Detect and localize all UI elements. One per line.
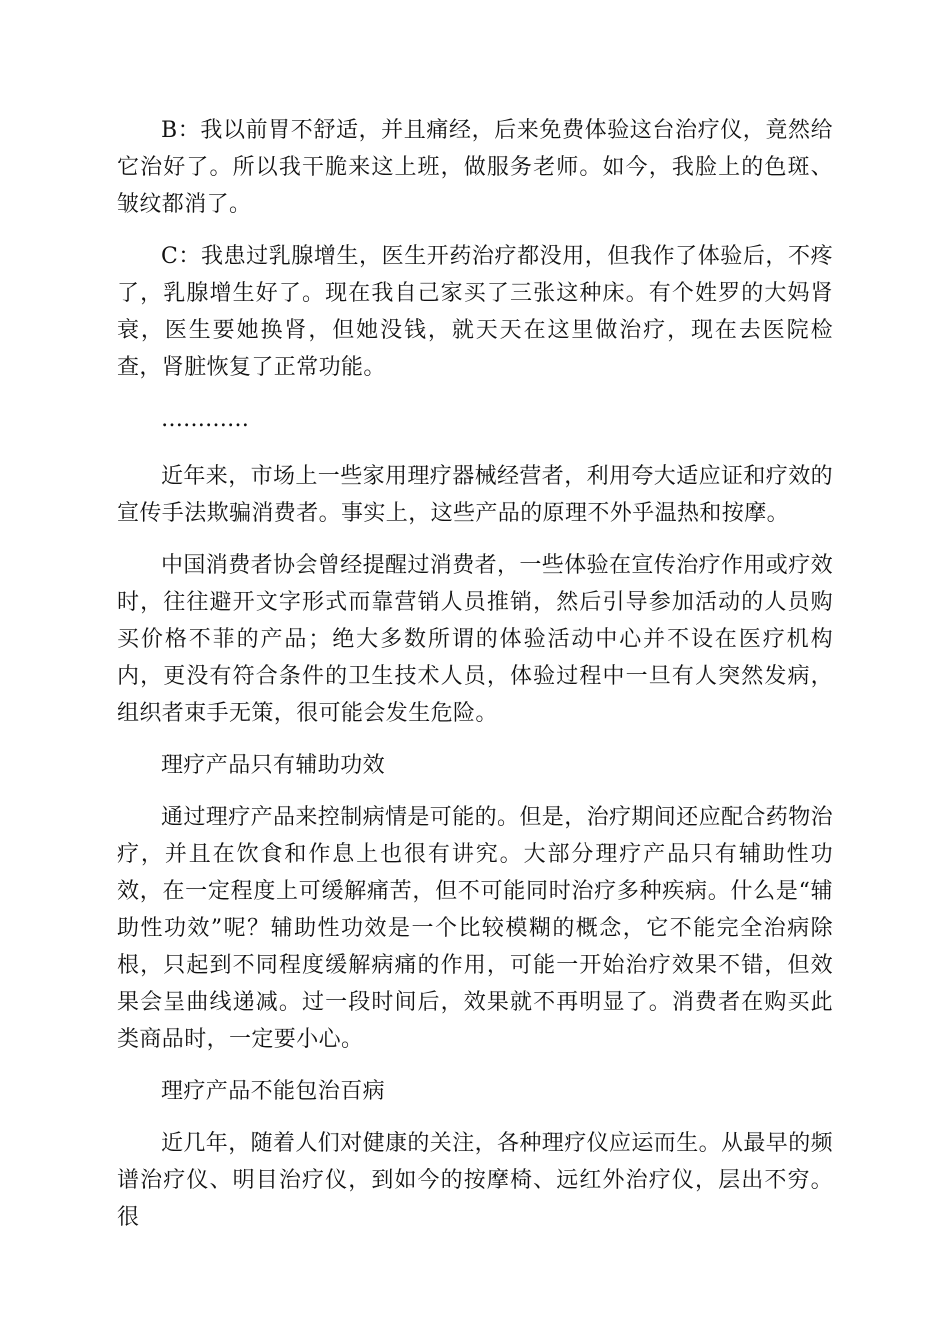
consumer-association-paragraph: 中国消费者协会曾经提醒过消费者，一些体验在宣传治疗作用或疗效时，往往避开文字形式而靠营销人员推销，然后引导参加活动的人员购买价格不菲的产品；绝大多数所谓的体验活动中心并不设在医疗机构内，更没有符合条件的卫生技术人员，体验过程中一旦有人突然发病，组织者束手无策，很可能会发生危险。 [117, 553, 834, 726]
ellipsis-separator: ………… [161, 407, 249, 432]
auxiliary-effect-paragraph: 通过理疗产品来控制病情是可能的。但是，治疗期间还应配合药物治疗，并且在饮食和作息上也很有讲究。大部分理疗产品只有辅助性功效，在一定程度上可缓解痛苦，但不可能同时治疗多种疾病。什么是“辅助性功效”呢？辅助性功效是一个比较模糊的概念，它不能完全治病除根，只起到不同程度缓解病痛的作用，可能一开始治疗效果不错，但效果会呈曲线递减。过一段时间后，效果就不再明显了。消费者在购买此类商品时，一定要小心。 [117, 805, 834, 1052]
section-heading-auxiliary-effect: 理疗产品只有辅助功效 [161, 753, 386, 778]
testimonial-c-paragraph: C：我患过乳腺增生，医生开药治疗都没用，但我作了体验后，不疼了，乳腺增生好了。现在我自己家买了三张这种床。有个姓罗的大妈肾衰，医生要她换肾，但她没钱，就天天在这里做治疗，现在去医院检查，肾脏恢复了正常功能。 [117, 244, 833, 380]
market-overview-paragraph: 近年来，市场上一些家用理疗器械经营者，利用夸大适应证和疗效的宣传手法欺骗消费者。事实上，这些产品的原理不外乎温热和按摩。 [117, 464, 834, 526]
not-cure-all-paragraph: 近几年，随着人们对健康的关注，各种理疗仪应运而生。从最早的频谱治疗仪、明目治疗仪，到如今的按摩椅、远红外治疗仪，层出不穷。很 [117, 1131, 834, 1230]
section-heading-not-cure-all: 理疗产品不能包治百病 [161, 1079, 386, 1104]
document-body [117, 112, 833, 1251]
testimonial-b-paragraph: B：我以前胃不舒适，并且痛经，后来免费体验这台治疗仪，竟然给它治好了。所以我干脆来这上班，做服务老师。如今，我脸上的色斑、皱纹都消了。 [117, 118, 833, 217]
